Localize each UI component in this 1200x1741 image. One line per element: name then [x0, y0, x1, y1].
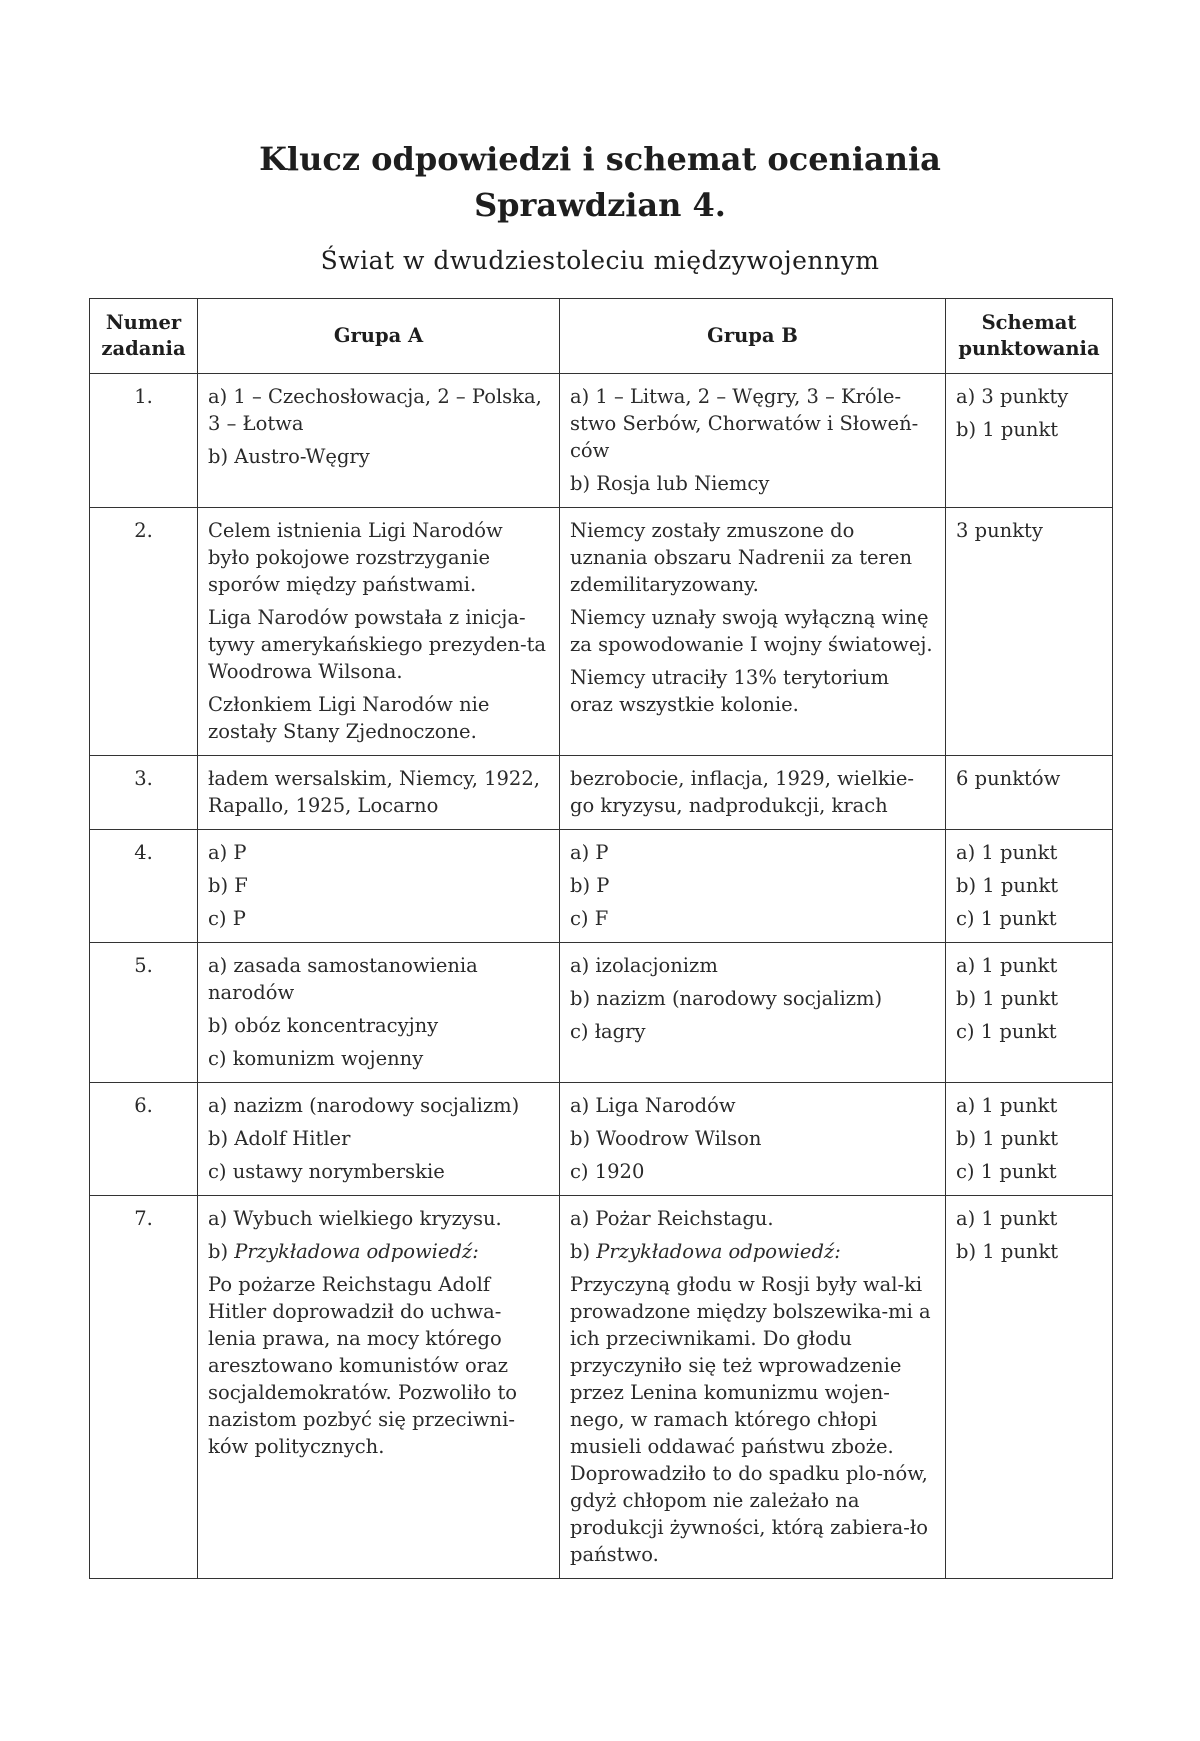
table-row — [90, 508, 1113, 756]
answer-line: a) Liga Narodów — [570, 1094, 736, 1117]
page-title: Klucz odpowiedzi i schemat oceniania — [259, 140, 941, 178]
points-cell — [946, 1196, 1113, 1579]
group-b-cell — [560, 1196, 946, 1579]
section-subtitle: Świat w dwudziestoleciu międzywojennym — [320, 246, 880, 275]
answer-line: Liga Narodów powstała z inicja-tywy amerykańskiego prezyden-ta Woodrowa Wilsona. — [208, 606, 547, 683]
answer-line: b) Rosja lub Niemcy — [570, 472, 770, 495]
table-row — [90, 756, 1113, 830]
answer-line: c) P — [208, 907, 246, 930]
answer-line: b) nazizm (narodowy socjalizm) — [570, 987, 883, 1010]
header-number — [90, 299, 198, 374]
group-b-cell — [560, 756, 946, 830]
points-line: 3 punkty — [956, 519, 1043, 542]
points-line: b) 1 punkt — [956, 1240, 1059, 1263]
table-row — [90, 1196, 1113, 1579]
answer-line-example-label — [208, 1238, 549, 1265]
answer-line: a) P — [208, 841, 247, 864]
points-line: c) 1 punkt — [956, 1020, 1057, 1043]
answer-line: c) łagry — [570, 1020, 646, 1043]
table-row — [90, 943, 1113, 1083]
group-a-cell — [198, 1196, 560, 1579]
group-a-cell — [198, 374, 560, 508]
row-number: 2. — [90, 508, 198, 756]
points-cell — [946, 1083, 1113, 1196]
points-line: b) 1 punkt — [956, 987, 1059, 1010]
answer-line: a) zasada samostanowienia narodów — [208, 954, 478, 1004]
header-group-a: Grupa A — [198, 299, 560, 374]
answer-paragraph: Po pożarze Reichstagu Adolf Hitler doprowadził do uchwa-lenia prawa, na mocy którego aresztowano komunistów oraz socjaldemokratów. Pozwoliło to nazistom pozbyć się przeciwni-ków politycznych. — [208, 1273, 518, 1458]
answer-line: bezrobocie, inflacja, 1929, wielkie-go kryzysu, nadprodukcji, krach — [570, 767, 915, 817]
header-number-line2: zadania — [101, 337, 186, 360]
answer-line: b) Woodrow Wilson — [570, 1127, 762, 1150]
group-b-cell — [560, 374, 946, 508]
points-line: c) 1 punkt — [956, 1160, 1057, 1183]
points-cell — [946, 508, 1113, 756]
page-subtitle-test-number: Sprawdzian 4. — [474, 186, 726, 224]
group-a-cell — [198, 830, 560, 943]
row-number: 1. — [90, 374, 198, 508]
answer-line: c) 1920 — [570, 1160, 645, 1183]
points-cell — [946, 830, 1113, 943]
points-line: b) 1 punkt — [956, 874, 1059, 897]
table-row — [90, 1083, 1113, 1196]
points-line: a) 1 punkt — [956, 1094, 1058, 1117]
group-a-cell — [198, 756, 560, 830]
answer-key-table — [89, 298, 1113, 1579]
answer-line: ładem wersalskim, Niemcy, 1922, Rapallo, 1925, Locarno — [208, 767, 540, 817]
answer-line: c) komunizm wojenny — [208, 1047, 424, 1070]
header-scoring — [946, 299, 1113, 374]
row-number: 5. — [90, 943, 198, 1083]
points-line: 6 punktów — [956, 767, 1061, 790]
row-number: 7. — [90, 1196, 198, 1579]
table-row — [90, 830, 1113, 943]
answer-line: b) F — [208, 874, 248, 897]
row-number: 3. — [90, 756, 198, 830]
answer-line: Niemcy uznały swoją wyłączną winę za spowodowanie I wojny światowej. — [570, 606, 933, 656]
row-number: 4. — [90, 830, 198, 943]
points-line: c) 1 punkt — [956, 907, 1057, 930]
example-answer-label: Przykładowa odpowiedź: — [596, 1240, 841, 1263]
group-a-cell — [198, 1083, 560, 1196]
answer-line: b) Austro-Węgry — [208, 445, 370, 468]
header-group-b: Grupa B — [560, 299, 946, 374]
answer-line: Niemcy utraciły 13% terytorium oraz wszystkie kolonie. — [570, 666, 889, 716]
answer-line: c) ustawy norymberskie — [208, 1160, 445, 1183]
table-row — [90, 374, 1113, 508]
table-header-row — [90, 299, 1113, 374]
example-answer-label: Przykładowa odpowiedź: — [234, 1240, 479, 1263]
answer-line: b) Adolf Hitler — [208, 1127, 351, 1150]
points-line: a) 1 punkt — [956, 954, 1058, 977]
answer-line: a) P — [570, 841, 609, 864]
answer-line-example-label — [570, 1238, 935, 1265]
answer-line: b) obóz koncentracyjny — [208, 1014, 439, 1037]
answer-line: a) Pożar Reichstagu. — [570, 1207, 774, 1230]
answer-line: Celem istnienia Ligi Narodów było pokojowe rozstrzyganie sporów między państwami. — [208, 519, 503, 596]
answer-part-label: b) — [208, 1240, 235, 1263]
points-line: b) 1 punkt — [956, 1127, 1059, 1150]
group-a-cell — [198, 943, 560, 1083]
header-scoring-line2: punktowania — [958, 337, 1100, 360]
answer-line: Niemcy zostały zmuszone do uznania obszaru Nadrenii za teren zdemilitaryzowany. — [570, 519, 913, 596]
points-cell — [946, 374, 1113, 508]
header-scoring-line1: Schemat — [981, 311, 1077, 334]
group-a-cell — [198, 508, 560, 756]
answer-line: a) izolacjonizm — [570, 954, 718, 977]
points-cell — [946, 756, 1113, 830]
answer-line: c) F — [570, 907, 609, 930]
answer-line: a) nazizm (narodowy socjalizm) — [208, 1094, 520, 1117]
answer-part-label: b) — [570, 1240, 597, 1263]
points-line: a) 1 punkt — [956, 1207, 1058, 1230]
answer-line: Członkiem Ligi Narodów nie zostały Stany Zjednoczone. — [208, 693, 490, 743]
points-line: b) 1 punkt — [956, 418, 1059, 441]
points-line: a) 1 punkt — [956, 841, 1058, 864]
group-b-cell — [560, 508, 946, 756]
points-cell — [946, 943, 1113, 1083]
answer-line: a) 1 – Czechosłowacja, 2 – Polska, 3 – Łotwa — [208, 385, 542, 435]
group-b-cell — [560, 943, 946, 1083]
group-b-cell — [560, 830, 946, 943]
header-number-line1: Numer — [105, 311, 182, 334]
answer-paragraph: Przyczyną głodu w Rosji były wal-ki prowadzone między bolszewika-mi a ich przeciwnikami. Do głodu przyczyniło się też wprowadzenie przez Lenina komunizmu wojen-nego, w ramach którego chłopi musieli oddawać państwu zboże. Doprowadziło to do spadku plo-nów, gdyż chłopom nie zależało na produkcji żywności, którą zabiera-ło państwo. — [570, 1273, 931, 1566]
points-line: a) 3 punkty — [956, 385, 1069, 408]
group-b-cell — [560, 1083, 946, 1196]
answer-line: a) Wybuch wielkiego kryzysu. — [208, 1207, 502, 1230]
answer-line: a) 1 – Litwa, 2 – Węgry, 3 – Króle-stwo Serbów, Chorwatów i Słoweń-ców — [570, 385, 919, 462]
row-number: 6. — [90, 1083, 198, 1196]
answer-line: b) P — [570, 874, 610, 897]
